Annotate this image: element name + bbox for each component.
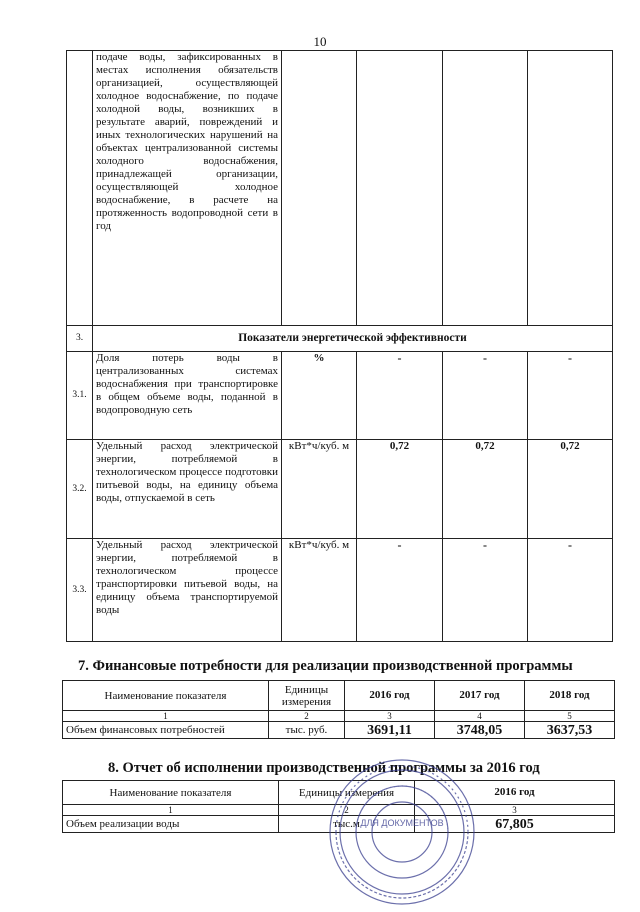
unit-cell: кВт*ч/куб. м [282,539,357,642]
unit-cell: % [282,352,357,440]
row-number-cell: 3.1. [67,352,93,440]
section-row [67,326,613,352]
row-number-cell: 3.3. [67,539,93,642]
financial-needs-table [62,680,615,739]
value-2017-cell: - [443,539,528,642]
unit-cell [282,51,357,326]
indicator-name-cell: подаче воды, зафиксированных в местах исполнения обязательств организацией, осуществляющей холодное водоснабжение, по подаче холодной воды, возникших в результате аварий, повреждений и иных технологических нарушений на объектах централизованной системы холодного водоснабжения, принадлежащей организации, осуществляющей холодное водоснабжение, в расчете на протяженность водопроводной сети в год [93,51,282,326]
table-row [67,51,613,326]
value-2017-cell: 3748,05 [435,722,525,739]
index-cell: 3 [345,711,435,722]
index-cell: 2 [269,711,345,722]
unit-cell: тыс. руб. [269,722,345,739]
value-2017-cell [443,51,528,326]
value-2018-cell: - [528,539,613,642]
table-row [67,352,613,440]
header-2017: 2017 год [435,681,525,711]
index-cell: 1 [63,711,269,722]
indicator-name-cell: Объем финансовых потребностей [63,722,269,739]
header-unit: Единицы измерения [269,681,345,711]
section-8-heading: 8. Отчет об исполнении производственной программы за 2016 год [108,760,540,776]
seal-outer-ring [330,760,474,904]
header-row [63,681,615,711]
seal-middle-ring [340,770,464,894]
value-2016-cell: - [357,539,443,642]
row-number-cell: 3.2. [67,440,93,539]
index-cell: 1 [63,805,279,816]
header-unit: Единицы измерения [279,781,415,805]
unit-cell: кВт*ч/куб. м [282,440,357,539]
unit-cell: тыс.м [279,816,415,833]
header-name: Наименование показателя [63,781,279,805]
indicator-name-cell: Объем реализации воды [63,816,279,833]
value-2016-cell: - [357,352,443,440]
index-cell: 5 [525,711,615,722]
indicators-table [66,50,613,642]
header-2016: 2016 год [345,681,435,711]
section-title: Показатели энергетической эффективности [93,326,613,352]
row-number-cell [67,51,93,326]
table-row [67,539,613,642]
index-cell: 2 [279,805,415,816]
official-seal [322,752,482,912]
value-2017-cell: - [443,352,528,440]
section-number: 3. [67,326,93,352]
index-cell: 4 [435,711,525,722]
page-number: 10 [313,34,327,49]
value-2018-cell: 3637,53 [525,722,615,739]
header-2016: 2016 год [415,781,615,805]
value-2016-cell [357,51,443,326]
index-row [63,711,615,722]
seal-center-ring [372,802,432,862]
section-7-heading: 7. Финансовые потребности для реализации производственной программы [78,658,573,674]
value-2016-cell: 3691,11 [345,722,435,739]
indicator-name-cell: Удельный расход электрической энергии, потребляемой в технологическом процессе подготовки питьевой воды, на единицу объема воды, отпускаемой в сеть [93,440,282,539]
value-2016-cell: 0,72 [357,440,443,539]
table-row [67,440,613,539]
header-name: Наименование показателя [63,681,269,711]
value-2016-cell: 67,805 [415,816,615,833]
indicator-name-cell: Доля потерь воды в централизованных системах водоснабжения при транспортировке в общем объеме воды, поданной в водопроводную сеть [93,352,282,440]
table-row [63,722,615,739]
value-2018-cell: 0,72 [528,440,613,539]
value-2017-cell: 0,72 [443,440,528,539]
value-2018-cell: - [528,352,613,440]
indicator-name-cell: Удельный расход электрической энергии, потребляемой в технологическом процессе транспортировки питьевой воды, на единицу объема транспортируемой воды [93,539,282,642]
header-2018: 2018 год [525,681,615,711]
value-2018-cell [528,51,613,326]
index-cell: 3 [415,805,615,816]
seal-text: ДЛЯ ДОКУМЕНТОВ [360,818,444,828]
